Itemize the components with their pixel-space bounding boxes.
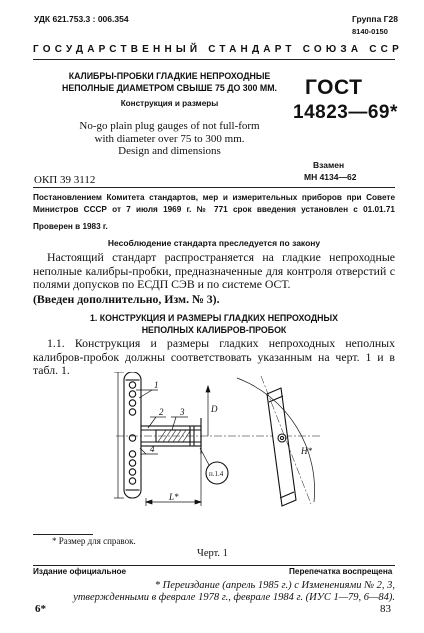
page-number: 83 — [380, 603, 391, 615]
checked-year: Проверен в 1983 г. — [33, 222, 108, 231]
callout-3: 3 — [180, 407, 185, 417]
clause-1-1: 1.1. Конструкция и размеры гладких непроходных неполных калибров-пробок должны соответствовать указанным на черт. 1 и в табл. 1. — [33, 336, 395, 378]
title-en-line-3: Design and dimensions — [118, 145, 221, 157]
section-title — [33, 312, 395, 336]
replaced-label: Взамен — [313, 160, 345, 170]
group-code: Группа Г28 — [352, 14, 398, 24]
official-edition: Издание официальное — [33, 567, 127, 576]
reprint-prohibited: Перепечатка воспрещена — [289, 567, 393, 576]
standard-title-en — [47, 120, 292, 158]
state-standard-banner: ГОСУДАРСТВЕННЫЙ СТАНДАРТ СОЮЗА ССР — [33, 44, 403, 55]
bottom-divider — [33, 565, 395, 566]
dimension-h-label: H* — [301, 446, 312, 456]
reissue-note — [33, 580, 395, 604]
section-title-line-2: НЕПОЛНЫХ КАЛИБРОВ-ПРОБОК — [141, 325, 287, 335]
standard-subtitle-ru: Конструкция и размеры — [120, 99, 219, 108]
violation-notice: Несоблюдение стандарта преследуется по закону — [107, 238, 321, 248]
callout-4: 4 — [150, 444, 155, 454]
top-divider — [33, 59, 395, 60]
signature-mark: 6* — [35, 603, 46, 615]
gost-number: 14823—69* — [293, 102, 398, 123]
footnote: * Размер для справок. — [52, 536, 136, 546]
title-ru-line-2: НЕПОЛНЫЕ ДИАМЕТРОМ СВЫШЕ 75 ДО 300 ММ. — [62, 83, 277, 93]
dimension-diameter — [206, 386, 210, 436]
reissue-line-1: * Переиздание (апрель 1985 г.) с Изменениями № 2, 3, — [154, 580, 395, 591]
detail-label: п.1.4 — [209, 470, 224, 478]
okp-code: ОКП 39 3112 — [34, 174, 96, 186]
gost-label: ГОСТ — [305, 76, 363, 99]
gauge-front-view — [124, 372, 141, 498]
title-en-line-2: with diameter over 75 to 300 mm. — [94, 132, 245, 145]
footnote-rule — [33, 534, 93, 535]
classification-code: 8140-0150 — [352, 27, 388, 36]
title-en-line-1: No-go plain plug gauges of not full-form — [79, 120, 260, 132]
intro-amendment: (Введен дополнительно, Изм. № 3). — [33, 292, 220, 306]
gauge-side-view — [237, 376, 315, 506]
middle-divider — [33, 187, 395, 188]
title-ru-line-1: КАЛИБРЫ-ПРОБКИ ГЛАДКИЕ НЕПРОХОДНЫЕ — [68, 71, 271, 81]
callout-1: 1 — [154, 380, 159, 390]
dimension-height — [114, 372, 124, 498]
section-title-line-1: 1. КОНСТРУКЦИЯ И РАЗМЕРЫ ГЛАДКИХ НЕПРОХОДНЫХ — [90, 313, 338, 323]
gauge-drawing — [96, 372, 336, 532]
figure-caption: Черт. 1 — [197, 548, 228, 559]
dimension-d-label: D — [211, 404, 218, 414]
standard-title-ru — [47, 70, 292, 94]
detail-callout — [200, 448, 228, 484]
decree-text: Постановлением Комитета стандартов, мер и измерительных приборов при Совете Министров СССР от 7 июля 1969 г. № 771 срок введения установлен с 01.01.71 — [33, 193, 395, 214]
reissue-line-2: утвержденными в феврале 1978 г., феврале 1984 г. (ИУС 1—79, 6—84). — [73, 592, 395, 603]
dimension-l-label: L* — [169, 492, 179, 502]
callout-2: 2 — [159, 407, 164, 417]
udk-code: УДК 621.753.3 : 006.354 — [34, 14, 129, 24]
intro-paragraph: Настоящий стандарт распространяется на гладкие непроходные неполные калибры-пробки, предназначенные для контроля отверстий с полями допусков по ЕСДП СЭВ и по системе ОСТ. — [33, 250, 395, 292]
replaced-standard: МН 4134—62 — [304, 172, 357, 182]
